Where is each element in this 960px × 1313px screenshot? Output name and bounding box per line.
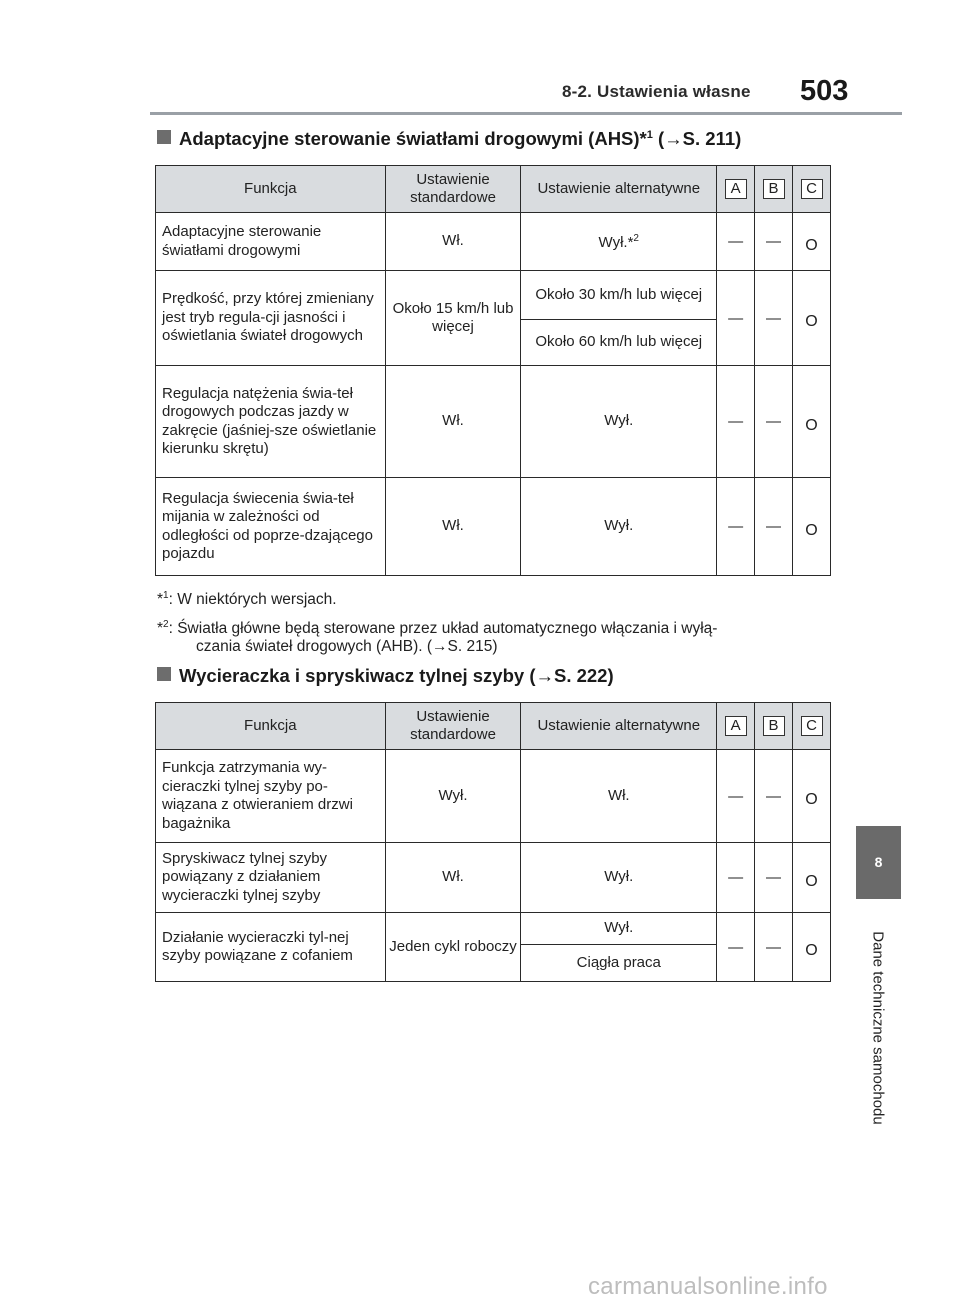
cell-b: — xyxy=(755,213,793,271)
cell-function: Spryskiwacz tylnej szyby powiązany z działaniem wycieraczki tylnej szyby xyxy=(156,843,386,913)
cell-alternative-2: Około 60 km/h lub więcej xyxy=(521,320,717,366)
cell-alternative: Wył. xyxy=(521,843,717,913)
running-header-title: 8-2. Ustawienia własne xyxy=(562,82,751,101)
table-row xyxy=(156,913,831,945)
square-bullet-icon xyxy=(157,130,171,144)
chapter-tab-label: Dane techniczne samochodu xyxy=(869,931,887,1125)
cell-default: Wył. xyxy=(385,750,521,843)
cell-c: O xyxy=(793,271,831,366)
column-c-label: C xyxy=(801,179,823,199)
column-b-label: B xyxy=(763,179,785,199)
chapter-tab-number: 8 xyxy=(856,826,901,899)
cell-default: Wł. xyxy=(385,366,521,478)
settings-table-rear-wiper xyxy=(155,702,831,982)
cell-alternative-2: Ciągła praca xyxy=(521,945,717,982)
table-row xyxy=(156,843,831,913)
cell-alternative-1: Wył. xyxy=(521,913,717,945)
cell-function: Adaptacyjne sterowanie światłami drogowymi xyxy=(156,213,386,271)
table-row xyxy=(156,366,831,478)
cell-default: Wł. xyxy=(385,213,521,271)
header-default: Ustawienie standardowe xyxy=(385,703,521,750)
cell-c: O xyxy=(793,750,831,843)
square-bullet-icon xyxy=(157,667,171,681)
settings-table-ahs xyxy=(155,165,831,576)
table-row xyxy=(156,271,831,320)
cell-c: O xyxy=(793,843,831,913)
header-function: Funkcja xyxy=(156,166,386,213)
cell-a: — xyxy=(717,478,755,576)
page-number: 503 xyxy=(800,75,849,107)
cell-alternative: Wył. xyxy=(521,366,717,478)
header-function: Funkcja xyxy=(156,703,386,750)
page-reference: (→S. 222) xyxy=(529,665,614,686)
cell-b: — xyxy=(755,271,793,366)
footnote-2: *$^2$: Światła główne będą sterowane przez układ automatycznego włączania i wyłą- xyxy=(157,619,718,638)
column-a-label: A xyxy=(725,716,747,736)
cell-a: — xyxy=(717,213,755,271)
cell-b: — xyxy=(755,913,793,982)
cell-function: Prędkość, przy której zmieniany jest tryb regula-cji jasności i oświetlania świateł drogowych xyxy=(156,271,386,366)
column-c-label: C xyxy=(801,716,823,736)
cell-alternative: Wył. xyxy=(521,478,717,576)
section-heading-ahs: Adaptacyjne sterowanie światłami drogowymi (AHS)*$^1$ (→S. 211) xyxy=(157,128,741,150)
cell-function: Funkcja zatrzymania wy-cieraczki tylnej szyby po-wiązana z otwieraniem drzwi bagażnika xyxy=(156,750,386,843)
cell-a: — xyxy=(717,750,755,843)
column-b-label: B xyxy=(763,716,785,736)
cell-alternative: Wł. xyxy=(521,750,717,843)
page-reference: (→S. 211) xyxy=(658,128,742,149)
cell-function: Regulacja natężenia świa-teł drogowych podczas jazdy w zakręcie (jaśniej-sze oświetlanie kierunku skrętu) xyxy=(156,366,386,478)
cell-a: — xyxy=(717,843,755,913)
column-a-label: A xyxy=(725,179,747,199)
cell-c: O xyxy=(793,366,831,478)
cell-c: O xyxy=(793,478,831,576)
table-header-row xyxy=(156,166,831,213)
footnote-2-continued: czania świateł drogowych (AHB). (→S. 215) xyxy=(196,638,498,655)
cell-a: — xyxy=(717,366,755,478)
cell-b: — xyxy=(755,843,793,913)
cell-a: — xyxy=(717,271,755,366)
watermark: carmanualsonline.info xyxy=(588,1273,828,1300)
cell-a: — xyxy=(717,913,755,982)
table-row xyxy=(156,478,831,576)
table-row xyxy=(156,213,831,271)
header-alternative: Ustawienie alternatywne xyxy=(521,166,717,213)
cell-alternative: Wył.*$^2$ xyxy=(521,213,717,271)
cell-c: O xyxy=(793,213,831,271)
cell-default: Wł. xyxy=(385,843,521,913)
table-header-row xyxy=(156,703,831,750)
cell-default: Wł. xyxy=(385,478,521,576)
cell-default: Jeden cykl roboczy xyxy=(385,913,521,982)
cell-c: O xyxy=(793,913,831,982)
header-default: Ustawienie standardowe xyxy=(385,166,521,213)
table-row xyxy=(156,750,831,843)
cell-b: — xyxy=(755,750,793,843)
cell-function: Regulacja świecenia świa-teł mijania w zależności od odległości od poprze-dzającego pojazdu xyxy=(156,478,386,576)
cell-alternative-1: Około 30 km/h lub więcej xyxy=(521,271,717,320)
cell-default: Około 15 km/h lub więcej xyxy=(385,271,521,366)
cell-b: — xyxy=(755,366,793,478)
header-alternative: Ustawienie alternatywne xyxy=(521,703,717,750)
cell-function: Działanie wycieraczki tyl-nej szyby powiązane z cofaniem xyxy=(156,913,386,982)
header-divider xyxy=(150,112,902,115)
cell-b: — xyxy=(755,478,793,576)
footnote-1: *$^1$: W niektórych wersjach. xyxy=(157,590,337,609)
section-heading-rear-wiper: Wycieraczka i spryskiwacz tylnej szyby (→S. 222) xyxy=(157,665,614,687)
